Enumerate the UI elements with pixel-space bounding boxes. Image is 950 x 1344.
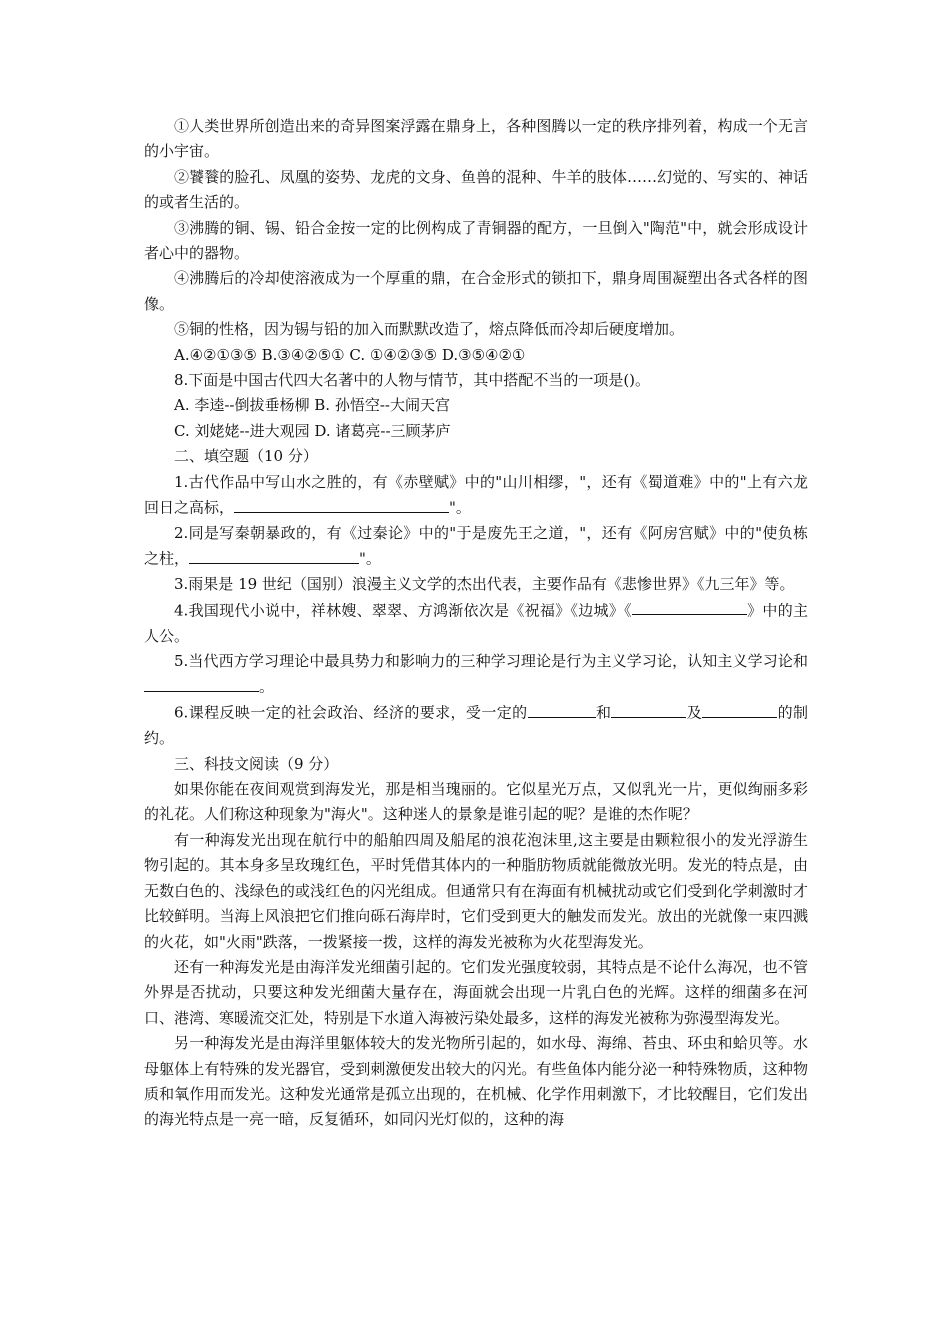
fill-6-and: 和 — [595, 703, 612, 722]
fill-6-blank-2 — [611, 700, 686, 718]
q7-sentence-3: ③沸腾的铜、锡、铅合金按一定的比例构成了青铜器的配方，一旦倒入"陶范"中，就会形成设计者心中的器物。 — [144, 218, 808, 263]
fill-1-end: "。 — [449, 498, 471, 517]
q8-options-cd: C. 刘姥姥--进大观园 D. 诸葛亮--三顾茅庐 — [174, 421, 451, 440]
fill-6-blank-1 — [528, 700, 596, 718]
fill-1-blank — [234, 495, 449, 513]
reading-paragraph-1: 如果你能在夜间观赏到海发光，那是相当瑰丽的。它似星光万点，又似乳光一片，更似绚丽多彩的礼花。人们称这种现象为"海火"。这种迷人的景象是谁引起的呢？是谁的杰作呢？ — [144, 780, 808, 824]
fill-4-text: 4.我国现代小说中，祥林嫂、翠翠、方鸿渐依次是《祝福》《边城》《 — [174, 601, 632, 620]
reading-paragraph-4: 另一种海发光是由海洋里躯体较大的发光物所引起的，如水母、海绵、苔虫、环虫和蛤贝等。水母躯体上有特殊的发光器官，受到刺激便发出较大的闪光。有些鱼体内能分泌一种特殊物质，这种物质和氧作用而发光。这种发光通常是孤立出现的，在机械、化学作用刺激下，才比较醒目，它们发出的海光特点是一亮一暗，反复循环，如同闪光灯似的，这种的海 — [144, 1034, 808, 1129]
fill-question-1 — [144, 470, 808, 521]
fill-question-5 — [144, 649, 808, 700]
fill-5-blank — [144, 674, 259, 692]
fill-5-text: 5.当代西方学习理论中最具势力和影响力的三种学习理论是行为主义学习论，认知主义学习论和 — [174, 652, 808, 671]
q7-sentence-2: ②饕餮的脸孔、凤凰的姿势、龙虎的文身、鱼兽的混种、牛羊的肢体……幻觉的、写实的、神话的或者生活的。 — [144, 167, 808, 212]
reading-paragraph-3: 还有一种海发光是由海洋发光细菌引起的。它们发光强度较弱，其特点是不论什么海况，也不管外界是否扰动，只要这种发光细菌大量存在，海面就会出现一片乳白色的光辉。这样的细菌多在河口、港湾、寒暖流交汇处，特别是下水道入海被污染处最多，这样的海发光被称为弥漫型海发光。 — [144, 957, 808, 1027]
q8-options-ab: A. 李逵--倒拔垂杨柳 B. 孙悟空--大闹天宫 — [174, 396, 450, 415]
fill-5-end: 。 — [259, 677, 275, 696]
fill-2-text: 2.同是写秦朝暴政的，有《过秦论》中的"于是废先王之道，"，还有《阿房宫赋》中的"使负栋之柱， — [144, 524, 808, 568]
q7-sentence-5: ⑤铜的性格，因为锡与铅的加入而默默改造了，熔点降低而冷却后硬度增加。 — [174, 320, 685, 339]
section-3-heading: 三、科技文阅读（9 分） — [174, 754, 339, 773]
fill-2-blank — [189, 546, 359, 564]
fill-question-2 — [144, 521, 808, 572]
reading-paragraph-2: 有一种海发光出现在航行中的船舶四周及船尾的浪花泡沫里,这主要是由颗粒很小的发光浮游生物引起的。其本身多呈玫瑰红色，平时凭借其体内的一种脂肪物质就能微放光明。发光的特点是，由无数白色的、浅绿色的或浅红色的闪光组成。但通常只有在海面有机械扰动或它们受到化学刺激时才比较鲜明。当海上风浪把它们推向砾石海岸时，它们受到更大的触发而发光。放出的光就像一束四溅的火花，如"火雨"跌落，一拨紧接一拨，这样的海发光被称为火花型海发光。 — [144, 830, 808, 951]
fill-4-blank — [632, 598, 747, 616]
q7-sentence-4: ④沸腾后的冷却使溶液成为一个厚重的鼎，在合金形式的锁扣下，鼎身周围凝塑出各式各样的图像。 — [144, 269, 808, 313]
q7-options: A.④②①③⑤ B.③④②⑤① C. ①④②③⑤ D.③⑤④②① — [174, 345, 526, 364]
fill-4-end: 》中的主人公。 — [144, 601, 808, 645]
section-2-heading: 二、填空题（10 分） — [174, 447, 318, 466]
fill-6-text: 6.课程反映一定的社会政治、经济的要求，受一定的 — [174, 703, 528, 722]
fill-question-3: 3.雨果是 19 世纪（国别）浪漫主义文学的杰出代表，主要作品有《悲惨世界》《九三年》等。 — [174, 575, 795, 594]
fill-1-text: 1.古代作品中写山水之胜的，有《赤壁赋》中的"山川相缪，"，还有《蜀道难》中的"上有六龙回日之高标， — [144, 472, 808, 517]
q7-sentence-1: ①人类世界所创造出来的奇异图案浮露在鼎身上，各种图腾以一定的秩序排列着，构成一个无言的小宇宙。 — [144, 117, 808, 161]
fill-2-end: "。 — [359, 549, 381, 568]
q8-stem: 8.下面是中国古代四大名著中的人物与情节，其中搭配不当的一项是()。 — [174, 371, 651, 390]
fill-question-6 — [144, 700, 808, 751]
fill-6-end: 的制约。 — [144, 703, 808, 748]
fill-6-ji: 及 — [686, 703, 703, 722]
fill-6-blank-3 — [702, 700, 777, 718]
fill-question-4 — [144, 598, 808, 649]
